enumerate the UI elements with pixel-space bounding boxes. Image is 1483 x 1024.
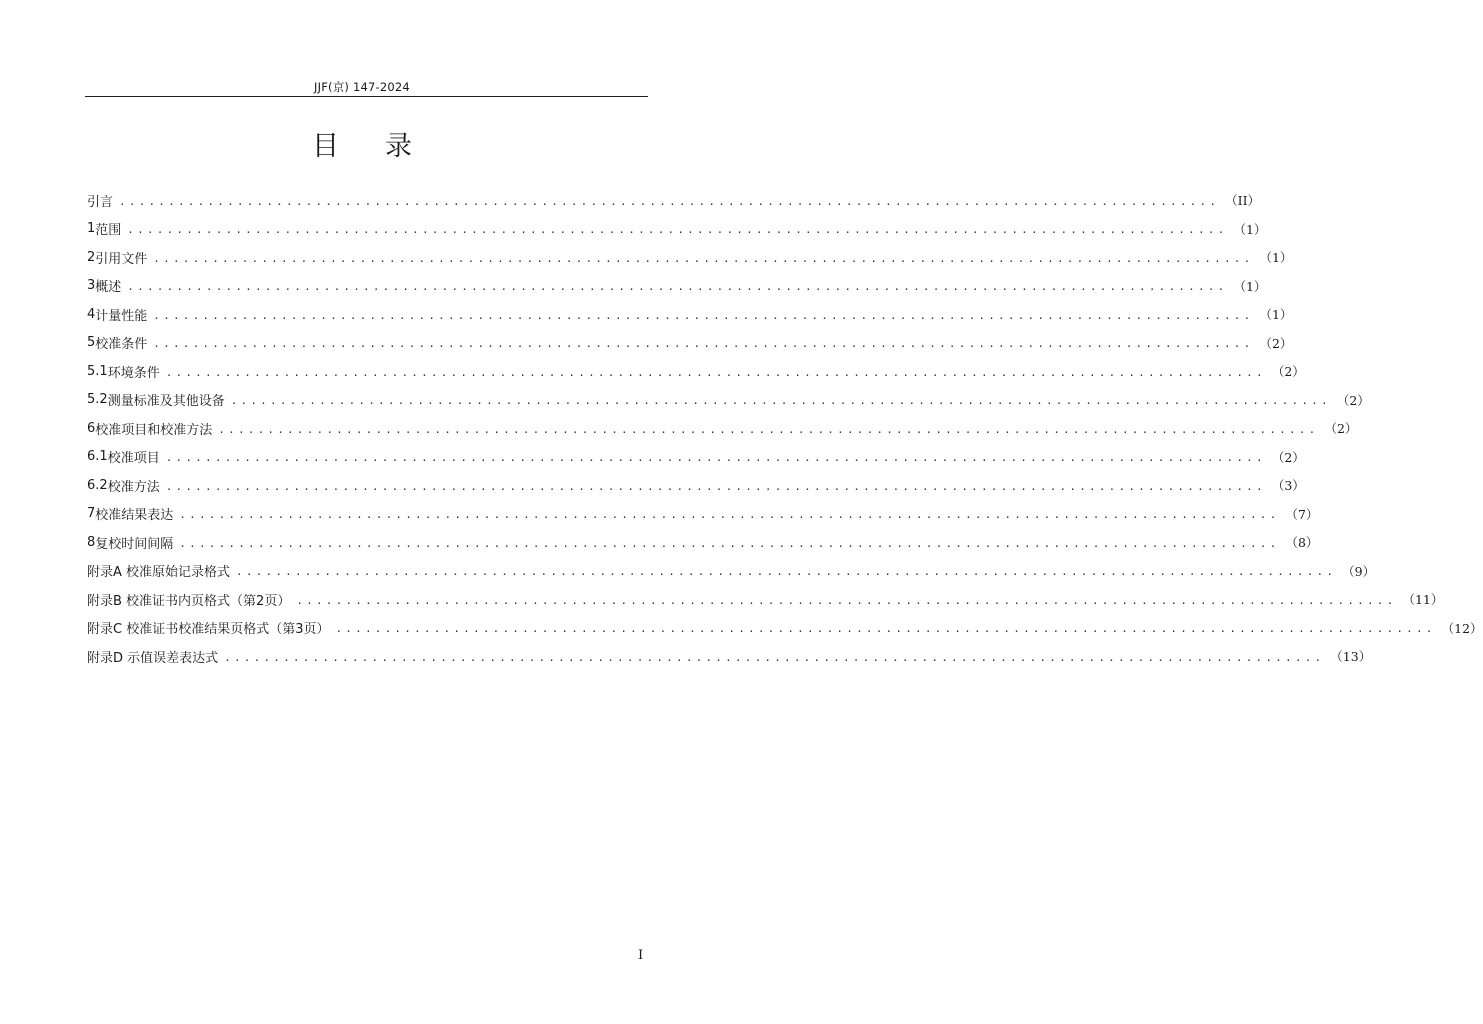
toc-entry-title: 校准条件	[95, 337, 148, 353]
toc-leader-dots: ................................................................................................................	[296, 593, 1397, 607]
toc-leader-dots: ................................................................................................................	[179, 536, 1280, 550]
title-char-1: 目	[312, 131, 339, 162]
toc-entry-page: （2）	[1271, 364, 1305, 380]
toc-entry-title: 概述	[95, 280, 122, 296]
toc-entry-title: 校准项目	[107, 451, 160, 467]
toc-entry-title: 复校时间间隔	[95, 536, 174, 552]
toc-entry-title: 附录C 校准证书校准结果页格式（第3页）	[87, 622, 330, 638]
toc-entry-title: 引用文件	[95, 251, 148, 267]
toc-entry[interactable]	[87, 357, 1305, 386]
toc-entry[interactable]	[87, 386, 1370, 415]
toc-entry[interactable]	[87, 443, 1305, 472]
toc-leader-dots: ................................................................................................................	[179, 508, 1280, 522]
toc-entry-number: 6.1	[87, 449, 108, 465]
toc-entry-number: 5.1	[87, 363, 108, 379]
toc-leader-dots: ................................................................................................................	[236, 565, 1337, 579]
toc-entry-title: 引言	[87, 194, 114, 210]
toc-leader-dots: ................................................................................................................	[224, 650, 1325, 664]
page-number: I	[638, 948, 644, 963]
toc-leader-dots: ................................................................................................................	[127, 280, 1228, 294]
toc-entry-page: （7）	[1285, 506, 1319, 522]
toc-leader-dots: ................................................................................................................	[153, 251, 1254, 265]
toc-entry-page: （11）	[1402, 592, 1444, 608]
toc-entry[interactable]	[87, 614, 1483, 643]
toc-leader-dots: ................................................................................................................	[153, 308, 1254, 322]
toc-entry-page: （3）	[1271, 478, 1305, 494]
page-title	[0, 129, 724, 165]
toc-entry-number: 8	[87, 534, 96, 550]
toc-entry[interactable]	[87, 500, 1319, 529]
toc-entry-page: （2）	[1259, 335, 1293, 351]
toc-entry-title: 范围	[95, 223, 122, 239]
toc-entry[interactable]	[87, 215, 1267, 244]
toc-entry[interactable]	[87, 186, 1261, 215]
toc-entry-page: （13）	[1330, 649, 1372, 665]
toc-leader-dots: ................................................................................................................	[127, 223, 1228, 237]
toc-entry-page: （1）	[1259, 307, 1293, 323]
toc-leader-dots: ................................................................................................................	[165, 365, 1266, 379]
toc-leader-dots: ................................................................................................................	[230, 394, 1331, 408]
toc-entry-page: （1）	[1233, 278, 1267, 294]
toc-entry[interactable]	[87, 557, 1376, 586]
toc-entry[interactable]	[87, 243, 1293, 272]
toc-entry-number: 5.2	[87, 392, 108, 408]
toc-entry-title: 附录A 校准原始记录格式	[87, 565, 231, 581]
toc-entry-page: （12）	[1441, 620, 1483, 636]
toc-entry-page: （II）	[1225, 193, 1261, 209]
toc-entry-page: （9）	[1342, 563, 1376, 579]
toc-entry-title: 附录B 校准证书内页格式（第2页）	[87, 593, 291, 609]
header-divider	[85, 96, 648, 97]
toc-entry-page: （2）	[1271, 449, 1305, 465]
toc-entry-number: 6	[87, 420, 96, 436]
toc-entry-number: 1	[87, 221, 96, 237]
toc-entry-page: （1）	[1259, 250, 1293, 266]
toc-entry-title: 校准项目和校准方法	[95, 422, 213, 438]
toc-leader-dots: ................................................................................................................	[153, 337, 1254, 351]
toc-entry-page: （8）	[1285, 535, 1319, 551]
toc-entry[interactable]	[87, 272, 1267, 301]
toc-entry-number: 6.2	[87, 477, 108, 493]
table-of-contents	[87, 186, 1483, 671]
toc-entry[interactable]	[87, 414, 1358, 443]
toc-entry-title: 校准结果表达	[95, 508, 174, 524]
toc-entry-number: 3	[87, 278, 96, 294]
toc-entry-title: 附录D 示值误差表达式	[87, 650, 219, 666]
toc-entry-number: 7	[87, 506, 96, 522]
toc-leader-dots: ................................................................................................................	[165, 479, 1266, 493]
toc-leader-dots: ................................................................................................................	[119, 194, 1220, 208]
toc-entry-page: （2）	[1324, 421, 1358, 437]
toc-entry[interactable]	[87, 585, 1444, 614]
toc-entry-page: （2）	[1336, 392, 1370, 408]
toc-entry-title: 计量性能	[95, 308, 148, 324]
toc-entry[interactable]	[87, 528, 1319, 557]
toc-entry-title: 测量标准及其他设备	[107, 394, 225, 410]
toc-entry-number: 4	[87, 306, 96, 322]
title-char-2: 录	[385, 131, 412, 162]
toc-entry[interactable]	[87, 300, 1293, 329]
toc-leader-dots: ................................................................................................................	[165, 451, 1266, 465]
toc-entry[interactable]	[87, 471, 1305, 500]
toc-entry-page: （1）	[1233, 221, 1267, 237]
toc-entry-number: 5	[87, 335, 96, 351]
toc-entry[interactable]	[87, 642, 1372, 671]
toc-entry-title: 校准方法	[107, 479, 160, 495]
toc-entry-number: 2	[87, 249, 96, 265]
toc-entry-title: 环境条件	[107, 365, 160, 381]
toc-leader-dots: ................................................................................................................	[218, 422, 1319, 436]
document-code: JJF(京) 147-2024	[314, 80, 410, 94]
toc-entry[interactable]	[87, 329, 1293, 358]
toc-leader-dots: ................................................................................................................	[335, 622, 1436, 636]
